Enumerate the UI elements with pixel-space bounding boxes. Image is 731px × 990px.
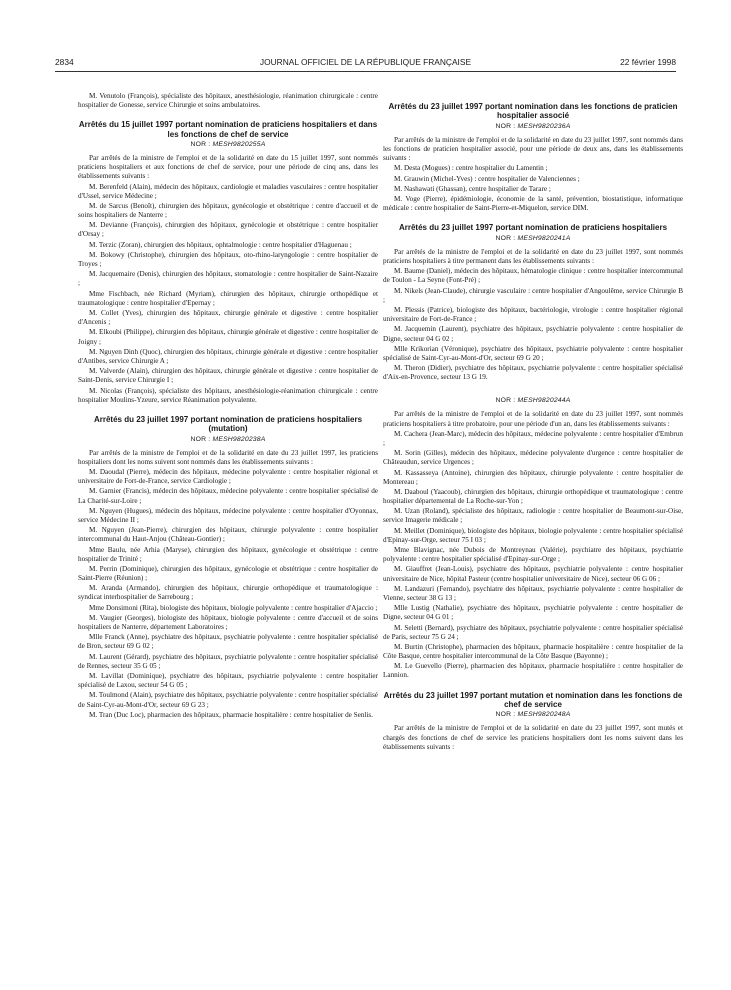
header-rule <box>55 71 676 72</box>
paragraph: Mme Donsimoni (Rita), biologiste des hôpitaux, biologie polyvalente : centre hospitalier d'Ajaccio ; <box>89 603 378 612</box>
paragraph: M. Meillet (Dominique), biologiste des hôpitaux, biologie polyvalente : centre hospitalier spécialisé d'Epinay-sur-Orge, secteur 75 I 03 ; <box>383 526 683 544</box>
nor-code: MESH9820255A <box>212 141 266 148</box>
paragraph: M. Grauwin (Michel-Yves) : centre hospitalier de Valenciennes ; <box>394 174 580 183</box>
decree-section <box>383 102 683 213</box>
decree-section <box>78 120 378 405</box>
nor-label: NOR : <box>190 141 211 148</box>
paragraph: Mme Blavignac, née Dubois de Montreynau (Valérie), psychiatre des hôpitaux, psychiatrie polyvalente : centre hospitalier spécialisé d'Epinay-sur-Orge ; <box>383 546 683 564</box>
decree-section <box>383 691 683 752</box>
paragraph: M. Collet (Yves), chirurgien des hôpitaux, chirurgie générale et digestive : centre hospitalier d'Ancenis ; <box>78 309 378 327</box>
nor-reference <box>383 710 683 719</box>
paragraph: Par arrêtés de la ministre de l'emploi et de la solidarité en date du 23 juillet 1997, sont nommés dans les fonctions de praticien hospitalier associé, pour une période de deux ans, dans les établissements suivants : <box>383 135 683 163</box>
paragraph: M. Nguyen (Hugues), médecin des hôpitaux, médecine polyvalente : centre hospitalier d'Oyonnax, service Médecine II ; <box>78 506 378 524</box>
page-number: 2834 <box>55 57 74 67</box>
section-title: Arrêtés du 23 juillet 1997 portant nomination dans les fonctions de praticien hospitalier associé <box>388 102 678 121</box>
paragraph: Mlle Krikorian (Véronique), psychiatre des hôpitaux, psychiatrie polyvalente : centre hospitalier spécialisé de Saint-Cyr-au-Mont-d'Or, secteur 69 G 20 ; <box>383 344 683 362</box>
section-title: Arrêtés du 23 juillet 1997 portant nomination de praticiens hospitaliers <box>398 223 668 233</box>
section-title: Arrêtés du 15 juillet 1997 portant nomination de praticiens hospitaliers et dans les fonctions de chef de service <box>78 120 378 139</box>
nor-reference <box>383 396 683 405</box>
section-title: Arrêtés du 23 juillet 1997 portant nomination de praticiens hospitaliers (mutation) <box>93 414 363 434</box>
paragraph: M. Desta (Mogues) : centre hospitalier du Lamentin ; <box>394 164 548 173</box>
paragraph: Mlle Franck (Anne), psychiatre des hôpitaux, psychiatrie polyvalente : centre hospitalier spécialisé de Bron, secteur 69 G 02 ; <box>78 633 378 651</box>
paragraph: M. Landazuri (Fernando), psychiatre des hôpitaux, psychiatrie polyvalente : centre hospitalier de Vienne, secteur 38 G 13 ; <box>383 584 683 602</box>
paragraph: M. Uzan (Roland), spécialiste des hôpitaux, radiologie : centre hospitalier de Beaumont-sur-Oise, service Imagerie médicale ; <box>383 507 683 525</box>
nor-code: MESH9820241A <box>517 234 571 242</box>
paragraph: M. Giauffret (Jean-Louis), psychiatre des hôpitaux, psychiatrie polyvalente : centre hospitalier universitaire de Nice, hôpital Pasteur (centre hospitalier universitaire de Nice), secteur 06 G 06 ; <box>383 565 683 583</box>
paragraph: Par arrêtés de la ministre de l'emploi et de la solidarité en date du 23 juillet 1997, sont mutés et chargés des fonctions de chef de service les praticiens hospitaliers dont les noms suivent dans les établissements suivants : <box>383 724 683 751</box>
paragraph: M. Daaboul (Yaacoub), chirurgien des hôpitaux, chirurgie orthopédique et traumatologique : centre hospitalier départemental de La Roche-sur-Yon ; <box>383 487 683 506</box>
paragraph: Mme Baulu, née Arhia (Maryse), chirurgien des hôpitaux, gynécologie et obstétrique : centre hospitalier de Trinité ; <box>78 545 378 563</box>
paragraph: M. Perrin (Dominique), chirurgien des hôpitaux, gynécologie et obstétrique : centre hospitalier de Saint-Pierre (Réunion) ; <box>78 564 378 583</box>
paragraph: M. Burtin (Christophe), pharmacien des hôpitaux, pharmacie hospitalière : centre hospitalier de la Côte Basque, centre hospitalier intercommunal de la Côte Basque (Bayonne) ; <box>383 642 683 661</box>
nor-code: MESH9820238A <box>212 435 266 443</box>
paragraph: M. Jacquemin (Laurent), psychiatre des hôpitaux, psychiatrie polyvalente : centre hospitalier de Digne, secteur 04 G 02 ; <box>383 325 683 343</box>
paragraph: M. de Sarcus (Benoît), chirurgien des hôpitaux, gynécologie et obstétrique : centre d'accueil et de soins hospitaliers de Nanterre ; <box>78 201 378 220</box>
paragraph: M. Berenfeld (Alain), médecin des hôpitaux, cardiologie et maladies vasculaires : centre hospitalier d'Ussel, service Médecine ; <box>78 182 378 200</box>
paragraph: Par arrêtés de la ministre de l'emploi et de la solidarité en date du 15 juillet 1997, sont nommés praticiens hospitaliers et aux fonctions de chef de service, pour une période de cinq ans, dans les établissements suivants : <box>78 154 378 181</box>
nor-reference <box>78 435 378 444</box>
nor-reference <box>383 122 683 131</box>
paragraph: Mlle Lustig (Nathalie), psychiatre des hôpitaux, psychiatrie polyvalente : centre hospitalier de Digne, secteur 04 G 01 ; <box>383 604 683 622</box>
paragraph: M. Tran (Duc Loc), pharmacien des hôpitaux, pharmacie hospitalière : centre hospitalier de Senlis. <box>89 710 374 719</box>
nor-reference <box>78 140 378 149</box>
nor-label: NOR : <box>495 234 516 242</box>
paragraph: M. Nguyen (Jean-Pierre), chirurgien des hôpitaux, chirurgie polyvalente : centre hospitalier intercommunal du Haut-Anjou (Château-Gontier) ; <box>78 526 378 544</box>
paragraph: M. Seletti (Bernard), psychiatre des hôpitaux, psychiatrie polyvalente : centre hospitalier spécialisé de Paris, secteur 75 G 24 ; <box>383 623 683 641</box>
paragraph: M. Bokowy (Christophe), chirurgien des hôpitaux, oto-rhino-laryngologie : centre hospitalier de Troyes ; <box>78 250 378 269</box>
publication-date: 22 février 1998 <box>620 57 676 67</box>
decree-section <box>78 415 378 720</box>
paragraph: M. Baume (Daniel), médecin des hôpitaux, hématologie clinique : centre hospitalier intercommunal de Toulon - La Seyne (Font-Pré) ; <box>383 267 683 285</box>
paragraph: M. Theron (Didier), psychiatre des hôpitaux, psychiatrie polyvalente : centre hospitalier spécialisé d'Aix-en-Provence, secteur 13 G 19. <box>383 364 683 382</box>
paragraph: M. Laurent (Gérard), psychiatre des hôpitaux, psychiatrie polyvalente : centre hospitalier spécialisé de Rennes, secteur 35 G 05 ; <box>78 652 378 670</box>
paragraph: M. Vaugier (Georges), biologiste des hôpitaux, biologie polyvalente : centre d'accueil et de soins hospitaliers de Nanterre, département Laboratoires ; <box>78 613 378 632</box>
paragraph: Mme Fischbach, née Richard (Myriam), chirurgien des hôpitaux, chirurgie orthopédique et traumatologique : centre hospitalier d'Epernay ; <box>78 289 378 307</box>
nor-code: MESH9820244A <box>517 397 571 405</box>
paragraph: M. Nikels (Jean-Claude), chirurgie vasculaire : centre hospitalier d'Angoulême, service Chirurgie B ; <box>383 286 683 304</box>
paragraph: Par arrêtés de la ministre de l'emploi et de la solidarité en date du 23 juillet 1997, les praticiens hospitaliers dont les noms suivent sont nommés dans les établissements suivants : <box>78 448 378 466</box>
right-column <box>383 92 683 753</box>
decree-section <box>383 223 683 382</box>
paragraph: M. Elkoubi (Philippe), chirurgien des hôpitaux, chirurgie générale et digestive : centre hospitalier de Joigny ; <box>78 328 378 346</box>
paragraph: M. Toulmond (Alain), psychiatre des hôpitaux, psychiatrie polyvalente : centre hospitalier spécialisé de Saint-Cyr-au-Mont-d'Or, secteur 69 G 23 ; <box>78 691 378 709</box>
paragraph: M. Sorin (Gilles), médecin des hôpitaux, médecine polyvalente d'urgence : centre hospitalier de Châteaudun, service Urgences ; <box>383 449 683 467</box>
paragraph: M. Venutolo (François), spécialiste des hôpitaux, anesthésiologie, réanimation chirurgicale : centre hospitalier de Gonesse, service Chirurgie et soins ambulatoires. <box>78 92 378 110</box>
paragraph: M. Lavillat (Dominique), psychiatre des hôpitaux, psychiatrie polyvalente : centre hospitalier spécialisé de Laxou, secteur 54 G 05 ; <box>78 672 378 690</box>
nor-reference <box>383 234 683 243</box>
section-title: Arrêtés du 23 juillet 1997 portant mutation et nomination dans les fonctions de chef de service <box>383 690 683 709</box>
paragraph: M. Garnier (Francis), médecin des hôpitaux, médecine polyvalente : centre hospitalier spécialisé de La Charité-sur-Loire ; <box>78 487 378 505</box>
paragraph: M. Daoudal (Pierre), médecin des hôpitaux, médecine polyvalente : centre hospitalier régional et universitaire de Fort-de-France, service Cardiologie ; <box>78 468 378 486</box>
paragraph: Par arrêtés de la ministre de l'emploi et de la solidarité en date du 23 juillet 1997, sont nommés praticiens hospitaliers à titre permanent dans les établissements suivants : <box>383 247 683 265</box>
journal-title: JOURNAL OFFICIEL DE LA RÉPUBLIQUE FRANÇAISE <box>259 57 472 67</box>
left-column <box>78 92 378 721</box>
paragraph: M. Nashawati (Ghassan), centre hospitalier de Tarare ; <box>394 184 551 193</box>
nor-label: NOR : <box>190 435 211 443</box>
paragraph: M. Kassasseya (Antoine), chirurgien des hôpitaux, chirurgie polyvalente : centre hospitalier de Montereau ; <box>383 468 683 486</box>
paragraph: Par arrêtés de la ministre de l'emploi et de la solidarité en date du 23 juillet 1997, sont nommés praticiens hospitaliers à titre probatoire, pour une période d'un an, dans les établissements suivants : <box>383 410 683 428</box>
nor-code: MESH9820236A <box>517 122 571 130</box>
paragraph: M. Aranda (Armando), chirurgien des hôpitaux, chirurgie orthopédique et traumatologique : syndicat interhospitalier de Sarrebourg ; <box>78 584 378 602</box>
paragraph: M. Nicolas (François), spécialiste des hôpitaux, anesthésiologie-réanimation chirurgicale : centre hospitalier Moulins-Yzeure, service Réanimation polyvalente. <box>78 386 378 404</box>
paragraph: M. Le Guevello (Pierre), pharmacien des hôpitaux, pharmacie hospitalière : centre hospitalier de Lannion. <box>383 662 683 680</box>
nor-code: MESH9820248A <box>517 711 571 719</box>
nor-label: NOR : <box>495 122 516 130</box>
nor-label: NOR : <box>495 397 516 405</box>
paragraph: M. Nguyen Dinh (Quoc), chirurgien des hôpitaux, chirurgie générale et digestive : centre hospitalier d'Antibes, service Chirurgie A ; <box>78 347 378 365</box>
paragraph: M. Voge (Pierre), épidémiologie, économie de la santé, prévention, biostatistique, informatique médicale : centre hospitalier de Saint-Pierre-et-Miquelon, service DIM. <box>383 195 683 213</box>
paragraph: M. Terzic (Zoran), chirurgien des hôpitaux, ophtalmologie : centre hospitalier d'Haguenau ; <box>89 240 352 249</box>
paragraph: M. Valverde (Alain), chirurgien des hôpitaux, chirurgie générale et digestive : centre hospitalier de Saint-Denis, service Chirurgie I ; <box>78 367 378 385</box>
nor-label: NOR : <box>495 711 516 719</box>
paragraph: M. Plessis (Patrice), biologiste des hôpitaux, bactériologie, virologie : centre hospitalier régional universitaire de Fort-de-France ; <box>383 306 683 324</box>
paragraph: M. Cachera (Jean-Marc), médecin des hôpitaux, médecine polyvalente : centre hospitalier d'Embrun ; <box>383 429 683 447</box>
paragraph: M. Jacquemaire (Denis), chirurgien des hôpitaux, stomatologie : centre hospitalier de Saint-Nazaire ; <box>78 270 378 288</box>
page-header <box>55 57 676 71</box>
paragraph: M. Devianne (François), chirurgien des hôpitaux, gynécologie et obstétrique : centre hospitalier d'Orsay ; <box>78 221 378 239</box>
decree-section <box>383 396 683 680</box>
